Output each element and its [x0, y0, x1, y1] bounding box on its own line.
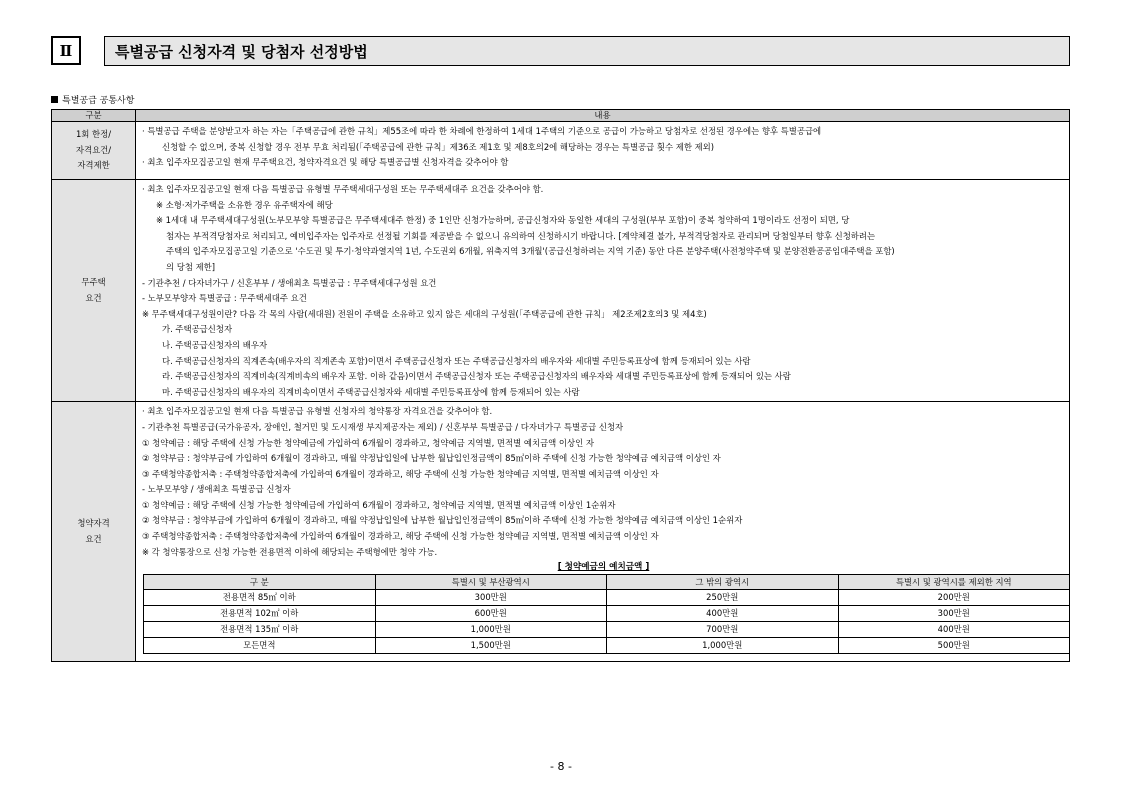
- content-line: - 노부모부양 / 생애최초 특별공급 신청자: [142, 484, 291, 495]
- col-header-category: 구분: [52, 110, 136, 122]
- deposit-cell: 모든면적: [144, 638, 376, 654]
- content-line: · 최초 입주자모집공고일 현재 다음 특별공급 유형별 무주택세대구성원 또는 무주택세대주 요건을 갖추어야 함.: [142, 184, 544, 194]
- content-line: ※ 1세대 내 무주택세대구성원(노부모부양 특별공급은 무주택세대주 한정) 중 1인만 신청가능하며, 공급신청자와 동일한 세대의 구성원(부부 포함)이 중복 청약하여 1명이라도 선정이 되면, 당: [156, 215, 850, 226]
- content-line: ② 청약부금 : 청약부금에 가입하여 6개월이 경과하고, 매월 약정납입일에 납부한 월납입인정금액이 85㎡이하 주택에 신청 가능한 청약예금 예치금액 이상인 1순위자: [142, 515, 743, 526]
- deposit-col-header: 특별시 및 광역시를 제외한 지역: [838, 575, 1070, 590]
- deposit-header-row: [144, 575, 1070, 590]
- content-line: ※ 각 청약통장으로 신청 가능한 전용면적 이하에 해당되는 주택형에만 청약 가능.: [142, 546, 438, 557]
- deposit-row: [144, 638, 1070, 654]
- deposit-col-header: 특별시 및 부산광역시: [375, 575, 607, 590]
- deposit-cell: 250만원: [607, 590, 839, 606]
- deposit-cell: 1,000만원: [375, 622, 607, 638]
- deposit-col-header: 그 밖의 광역시: [607, 575, 839, 590]
- content-line: · 특별공급 주택을 분양받고자 하는 자는「주택공급에 관한 규칙」제55조에 따라 한 차례에 한정하여 1세대 1주택의 기준으로 공급이 가능하고 당첨자로 선정된 경우에는 향후 특별공급에: [142, 126, 822, 136]
- content-line: 라. 주택공급신청자의 직계비속(직계비속의 배우자 포함. 이하 같음)이면서 주택공급신청자 또는 주택공급신청자의 배우자와 세대별 주민등록표상에 함께 등재되어 있는 사람: [162, 371, 791, 382]
- page-number: - 8 -: [550, 760, 572, 773]
- content-line: 첨자는 부적격당첨자로 처리되고, 예비입주자는 입주자로 선정될 기회를 제공받을 수 없으니 유의하여 신청하시기 바랍니다. [계약체결 불가, 부적격당첨자로 관리되며 당첨일부터 향후 신청하려는: [166, 230, 876, 241]
- content-line: 마. 주택공급신청자의 배우자의 직계비속이면서 주택공급신청자와 세대별 주민등록표상에 함께 등재되어 있는 사람: [162, 386, 580, 397]
- square-bullet-icon: [51, 96, 58, 103]
- section-heading: 특별공급 신청자격 및 당첨자 선정방법: [104, 36, 1070, 66]
- table-header-row: [52, 110, 1070, 122]
- row-label: 청약자격 요건: [52, 402, 136, 662]
- section-number: Ⅱ: [51, 36, 81, 65]
- content-line: · 최초 입주자모집공고일 현재 다음 특별공급 유형별 신청자의 청약통장 자격요건을 갖추어야 함.: [142, 406, 493, 417]
- content-line: - 기관추천 특별공급(국가유공자, 장애인, 철거민 및 도시재생 부지제공자는 제외) / 신혼부부 특별공급 / 다자녀가구 특별공급 신청자: [142, 421, 624, 432]
- deposit-cell: 200만원: [838, 590, 1070, 606]
- content-line: ① 청약예금 : 해당 주택에 신청 가능한 청약예금에 가입하여 6개월이 경과하고, 청약예금 지역별, 면적별 예치금액 이상인 자: [142, 437, 594, 448]
- deposit-cell: 300만원: [838, 606, 1070, 622]
- content-line: 주택의 입주자모집공고일 기준으로 '수도권 및 투기·청약과열지역 1년, 수도권외 6개월, 위축지역 3개월'(공급신청하려는 지역 기준) 동안 다른 분양주택(사전청약주택 및 분양전환공공임대주택을 포함): [166, 246, 895, 257]
- subsection-title: [51, 93, 134, 106]
- deposit-col-header: 구 분: [144, 575, 376, 590]
- content-line: - 노부모부양자 특별공급 : 무주택세대주 요건: [142, 293, 307, 304]
- content-line: ③ 주택청약종합저축 : 주택청약종합저축에 가입하여 6개월이 경과하고, 해당 주택에 신청 가능한 청약예금 지역별, 면적별 예치금액 이상인 자: [142, 531, 659, 542]
- content-line: 다. 주택공급신청자의 직계존속(배우자의 직계존속 포함)이면서 주택공급신청자 또는 주택공급신청자의 배우자와 세대별 주민등록표상에 함께 등재되어 있는 사람: [162, 355, 751, 366]
- table-row: [52, 180, 1070, 402]
- common-requirements-table: [51, 109, 1070, 662]
- deposit-cell: 1,000만원: [607, 638, 839, 654]
- subsection-title-text: 특별공급 공통사항: [62, 96, 135, 106]
- deposit-cell: 400만원: [838, 622, 1070, 638]
- row-label: 1회 한정/ 자격요건/ 자격제한: [52, 122, 136, 180]
- content-line: ③ 주택청약종합저축 : 주택청약종합저축에 가입하여 6개월이 경과하고, 해당 주택에 신청 가능한 청약예금 지역별, 면적별 예치금액 이상인 자: [142, 468, 659, 479]
- deposit-cell: 400만원: [607, 606, 839, 622]
- deposit-table-title: [ 청약예금의 예치금액 ]: [557, 562, 650, 573]
- section-header: [51, 36, 1070, 67]
- deposit-cell: 700만원: [607, 622, 839, 638]
- deposit-cell: 전용면적 135㎡ 이하: [144, 622, 376, 638]
- row-label: 무주택 요건: [52, 180, 136, 402]
- content-line: 가. 주택공급신청자: [162, 324, 233, 335]
- content-line: 나. 주택공급신청자의 배우자: [162, 339, 268, 350]
- deposit-amount-table: [143, 574, 1070, 654]
- content-line: 의 당첨 제한]: [166, 261, 216, 272]
- deposit-row: [144, 606, 1070, 622]
- row-content: [136, 402, 1070, 662]
- content-line: - 기관추천 / 다자녀가구 / 신혼부부 / 생애최초 특별공급 : 무주택세대구성원 요건: [142, 277, 437, 288]
- deposit-cell: 600만원: [375, 606, 607, 622]
- content-line: ① 청약예금 : 해당 주택에 신청 가능한 청약예금에 가입하여 6개월이 경과하고, 청약예금 지역별, 면적별 예치금액 이상인 1순위자: [142, 499, 616, 510]
- deposit-cell: 전용면적 102㎡ 이하: [144, 606, 376, 622]
- table-row: [52, 122, 1070, 180]
- deposit-cell: 300만원: [375, 590, 607, 606]
- deposit-cell: 500만원: [838, 638, 1070, 654]
- content-line: ※ 소형·저가주택을 소유한 경우 유주택자에 해당: [156, 199, 333, 210]
- row-content: [136, 180, 1070, 402]
- content-line: ② 청약부금 : 청약부금에 가입하여 6개월이 경과하고, 매월 약정납입일에 납부한 월납입인정금액이 85㎡이하 주택에 신청 가능한 청약예금 예치금액 이상인 자: [142, 453, 721, 464]
- deposit-cell: 전용면적 85㎡ 이하: [144, 590, 376, 606]
- deposit-row: [144, 622, 1070, 638]
- col-header-content: 내용: [136, 110, 1070, 122]
- deposit-row: [144, 590, 1070, 606]
- content-line: 신청할 수 없으며, 중복 신청할 경우 전부 무효 처리됨(「주택공급에 관한 규칙」제36조 제1호 및 제8호의2에 해당하는 경우는 특별공급 횟수 제한 제외): [162, 141, 715, 152]
- content-line: · 최초 입주자모집공고일 현재 무주택요건, 청약자격요건 및 해당 특별공급별 신청자격을 갖추어야 함: [142, 157, 509, 168]
- deposit-cell: 1,500만원: [375, 638, 607, 654]
- table-row: [52, 402, 1070, 662]
- content-line: ※ 무주택세대구성원이란? 다음 각 목의 사람(세대원) 전원이 주택을 소유하고 있지 않은 세대의 구성원(「주택공급에 관한 규칙」 제2조제2호의3 및 제4호): [142, 308, 707, 319]
- row-content: [136, 122, 1070, 180]
